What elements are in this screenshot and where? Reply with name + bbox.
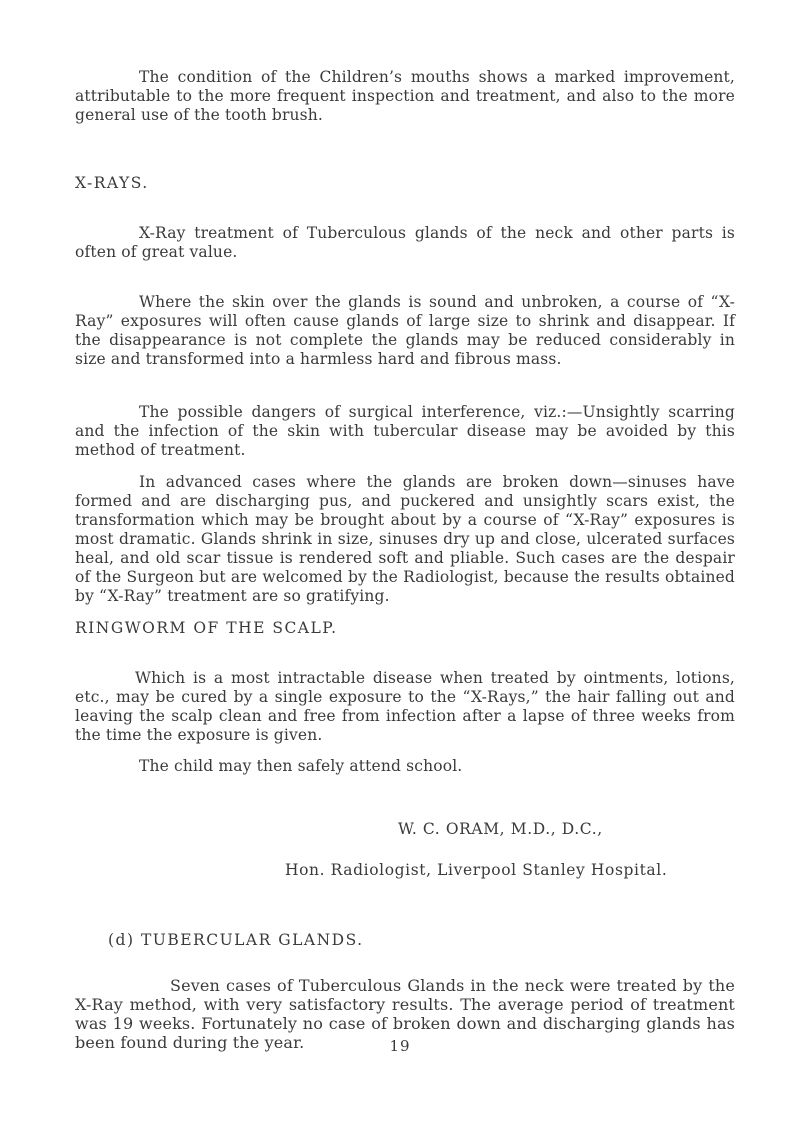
xrays-paragraph-2: Where the skin over the glands is sound and unbroken, a course of “X-Ray” exposures will often cause glands of large size to shrink and disappear. If the disappearance is not complete the glands may be reduced considerably in size and transformed into a harmless hard and fibrous mass. [75, 293, 735, 368]
ringworm-paragraph-2: The child may then safely attend school. [139, 757, 463, 775]
section-heading-xrays: X-RAYS. [75, 174, 149, 192]
intro-paragraph: The condition of the Children’s mouths shows a marked improvement, attributable to the more frequent inspection and treatment, and also to the more general use of the tooth brush. [75, 68, 735, 124]
signature-title: Hon. Radiologist, Liverpool Stanley Hospital. [285, 861, 668, 879]
section-heading-ringworm: RINGWORM OF THE SCALP. [75, 619, 338, 637]
xrays-paragraph-4: In advanced cases where the glands are broken down—sinuses have formed and are discharging pus, and puckered and unsightly scars exist, the transformation which may be brought about by a course of “X-Ray” exposures is most dramatic. Glands shrink in size, sinuses dry up and close, ulcerated surfaces heal, and old scar tissue is rendered soft and pliable. Such cases are the despair of the Surgeon but are welcomed by the Radiologist, because the results obtained by “X-Ray” treatment are so gratifying. [75, 473, 735, 605]
signature-name: W. C. ORAM, M.D., D.C., [398, 820, 603, 838]
xrays-paragraph-3: The possible dangers of surgical interference, viz.:—Unsightly scarring and the infection of the skin with tubercular disease may be avoided by this method of treatment. [75, 403, 735, 459]
section-heading-tubercular-glands: (d) TUBERCULAR GLANDS. [108, 931, 364, 949]
ringworm-paragraph-1: Which is a most intractable disease when treated by ointments, lotions, etc., may be cured by a single exposure to the “X-Rays,” the hair falling out and leaving the scalp clean and free from infection after a lapse of three weeks from the time the exposure is given. [75, 669, 735, 744]
tubercular-glands-paragraph: Seven cases of Tuberculous Glands in the neck were treated by the X-Ray method, with very satisfactory results. The average period of treatment was 19 weeks. Fortunately no case of broken down and discharging glands has been found during the year. [75, 976, 735, 1052]
xrays-paragraph-1: X-Ray treatment of Tuberculous glands of the neck and other parts is often of great value. [75, 224, 735, 261]
page-number: 19 [389, 1037, 411, 1055]
